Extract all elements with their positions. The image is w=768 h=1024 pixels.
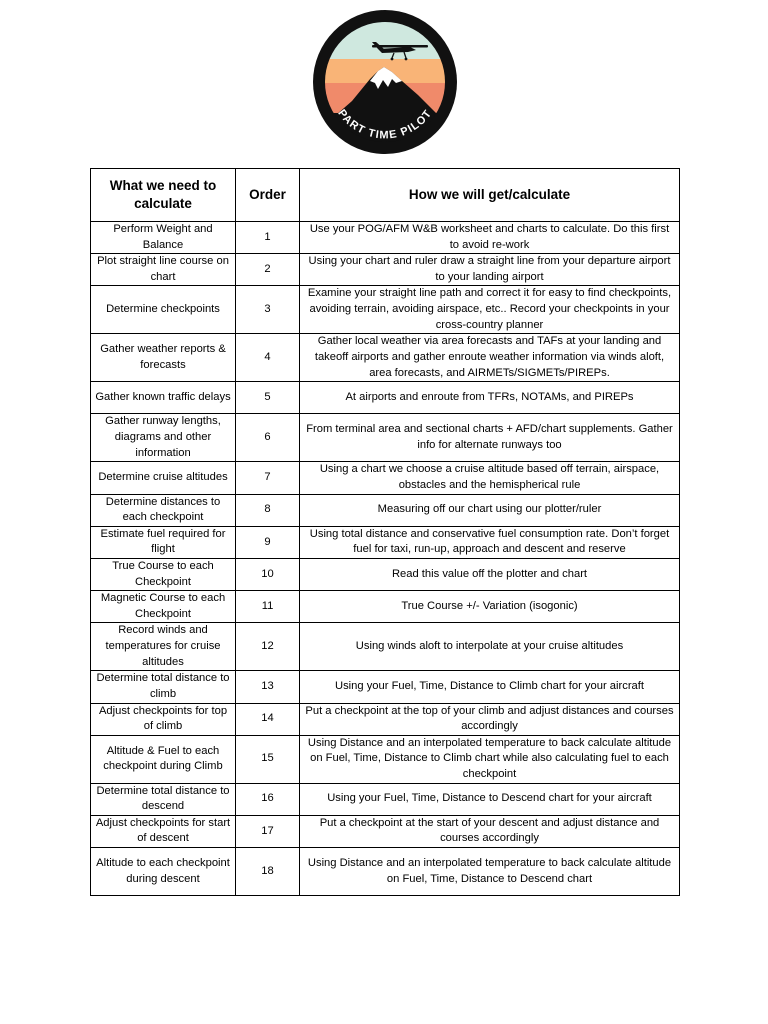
cell-how: Use your POG/AFM W&B worksheet and charts to calculate. Do this first to avoid re-work — [300, 222, 680, 254]
cell-order: 5 — [236, 382, 300, 414]
table-row — [91, 526, 680, 558]
cell-what: Magnetic Course to each Checkpoint — [91, 591, 236, 623]
cell-order: 18 — [236, 848, 300, 896]
cell-order: 13 — [236, 671, 300, 703]
cell-how: Using your Fuel, Time, Distance to Climb chart for your aircraft — [300, 671, 680, 703]
cell-what: Determine cruise altitudes — [91, 462, 236, 494]
cell-what: Determine total distance to climb — [91, 671, 236, 703]
cell-how: Read this value off the plotter and chart — [300, 558, 680, 590]
cell-how: Using Distance and an interpolated temperature to back calculate altitude on Fuel, Time, Distance to Climb chart while also calculating fuel to each checkpoint — [300, 735, 680, 783]
table-row — [91, 783, 680, 815]
table-row — [91, 414, 680, 462]
logo-badge — [312, 9, 458, 155]
cell-how: Put a checkpoint at the start of your descent and adjust distance and courses accordingly — [300, 815, 680, 847]
cell-how: Using winds aloft to interpolate at your cruise altitudes — [300, 623, 680, 671]
table-row — [91, 222, 680, 254]
flight-planning-table — [90, 168, 680, 896]
table-header-row — [91, 169, 680, 222]
cell-how: Measuring off our chart using our plotter/ruler — [300, 494, 680, 526]
cell-order: 17 — [236, 815, 300, 847]
cell-how: Using a chart we choose a cruise altitude based off terrain, airspace, obstacles and the hemispherical rule — [300, 462, 680, 494]
cell-order: 14 — [236, 703, 300, 735]
cell-how: Put a checkpoint at the top of your climb and adjust distances and courses accordingly — [300, 703, 680, 735]
cell-what: Adjust checkpoints for start of descent — [91, 815, 236, 847]
cell-how: At airports and enroute from TFRs, NOTAMs, and PIREPs — [300, 382, 680, 414]
cell-order: 15 — [236, 735, 300, 783]
cell-what: Altitude & Fuel to each checkpoint during Climb — [91, 735, 236, 783]
cell-order: 9 — [236, 526, 300, 558]
cell-order: 7 — [236, 462, 300, 494]
cell-how: From terminal area and sectional charts + AFD/chart supplements. Gather info for alternate runways too — [300, 414, 680, 462]
cell-how: Using Distance and an interpolated temperature to back calculate altitude on Fuel, Time, Distance to Descend chart — [300, 848, 680, 896]
part-time-pilot-logo — [312, 9, 458, 155]
cell-order: 3 — [236, 286, 300, 334]
table-row — [91, 462, 680, 494]
table-row — [91, 703, 680, 735]
table-row — [91, 286, 680, 334]
cell-order: 8 — [236, 494, 300, 526]
cell-order: 4 — [236, 334, 300, 382]
cell-order: 11 — [236, 591, 300, 623]
cell-what: True Course to each Checkpoint — [91, 558, 236, 590]
cell-order: 2 — [236, 254, 300, 286]
header-how: How we will get/calculate — [300, 169, 680, 222]
cell-order: 16 — [236, 783, 300, 815]
cell-what: Determine distances to each checkpoint — [91, 494, 236, 526]
cell-how: Gather local weather via area forecasts and TAFs at your landing and takeoff airports and gather enroute weather information via winds aloft, area forecasts, and AIRMETs/SIGMETs/PIREPs. — [300, 334, 680, 382]
cell-order: 6 — [236, 414, 300, 462]
cell-what: Record winds and temperatures for cruise altitudes — [91, 623, 236, 671]
cell-order: 12 — [236, 623, 300, 671]
table-row — [91, 558, 680, 590]
table-row — [91, 848, 680, 896]
cell-how: True Course +/- Variation (isogonic) — [300, 591, 680, 623]
table-row — [91, 735, 680, 783]
cell-order: 10 — [236, 558, 300, 590]
cell-order: 1 — [236, 222, 300, 254]
cell-how: Examine your straight line path and correct it for easy to find checkpoints, avoiding terrain, avoiding airspace, etc.. Record your checkpoints in your cross-country planner — [300, 286, 680, 334]
table-row — [91, 623, 680, 671]
cell-what: Plot straight line course on chart — [91, 254, 236, 286]
cell-what: Estimate fuel required for flight — [91, 526, 236, 558]
logo-text: PART TIME PILOT — [335, 107, 435, 142]
cell-how: Using your Fuel, Time, Distance to Descend chart for your aircraft — [300, 783, 680, 815]
cell-what: Gather weather reports & forecasts — [91, 334, 236, 382]
table-row — [91, 334, 680, 382]
table-row — [91, 591, 680, 623]
cell-what: Adjust checkpoints for top of climb — [91, 703, 236, 735]
cell-what: Determine total distance to descend — [91, 783, 236, 815]
table-row — [91, 254, 680, 286]
cell-what: Gather runway lengths, diagrams and other information — [91, 414, 236, 462]
cell-what: Determine checkpoints — [91, 286, 236, 334]
cell-how: Using total distance and conservative fuel consumption rate. Don’t forget fuel for taxi, run-up, approach and descent and reserve — [300, 526, 680, 558]
header-what: What we need to calculate — [91, 169, 236, 222]
cell-what: Altitude to each checkpoint during descent — [91, 848, 236, 896]
cell-what: Perform Weight and Balance — [91, 222, 236, 254]
cell-what: Gather known traffic delays — [91, 382, 236, 414]
table-row — [91, 382, 680, 414]
cell-how: Using your chart and ruler draw a straight line from your departure airport to your landing airport — [300, 254, 680, 286]
table-row — [91, 815, 680, 847]
table-row — [91, 494, 680, 526]
table-row — [91, 671, 680, 703]
header-order: Order — [236, 169, 300, 222]
